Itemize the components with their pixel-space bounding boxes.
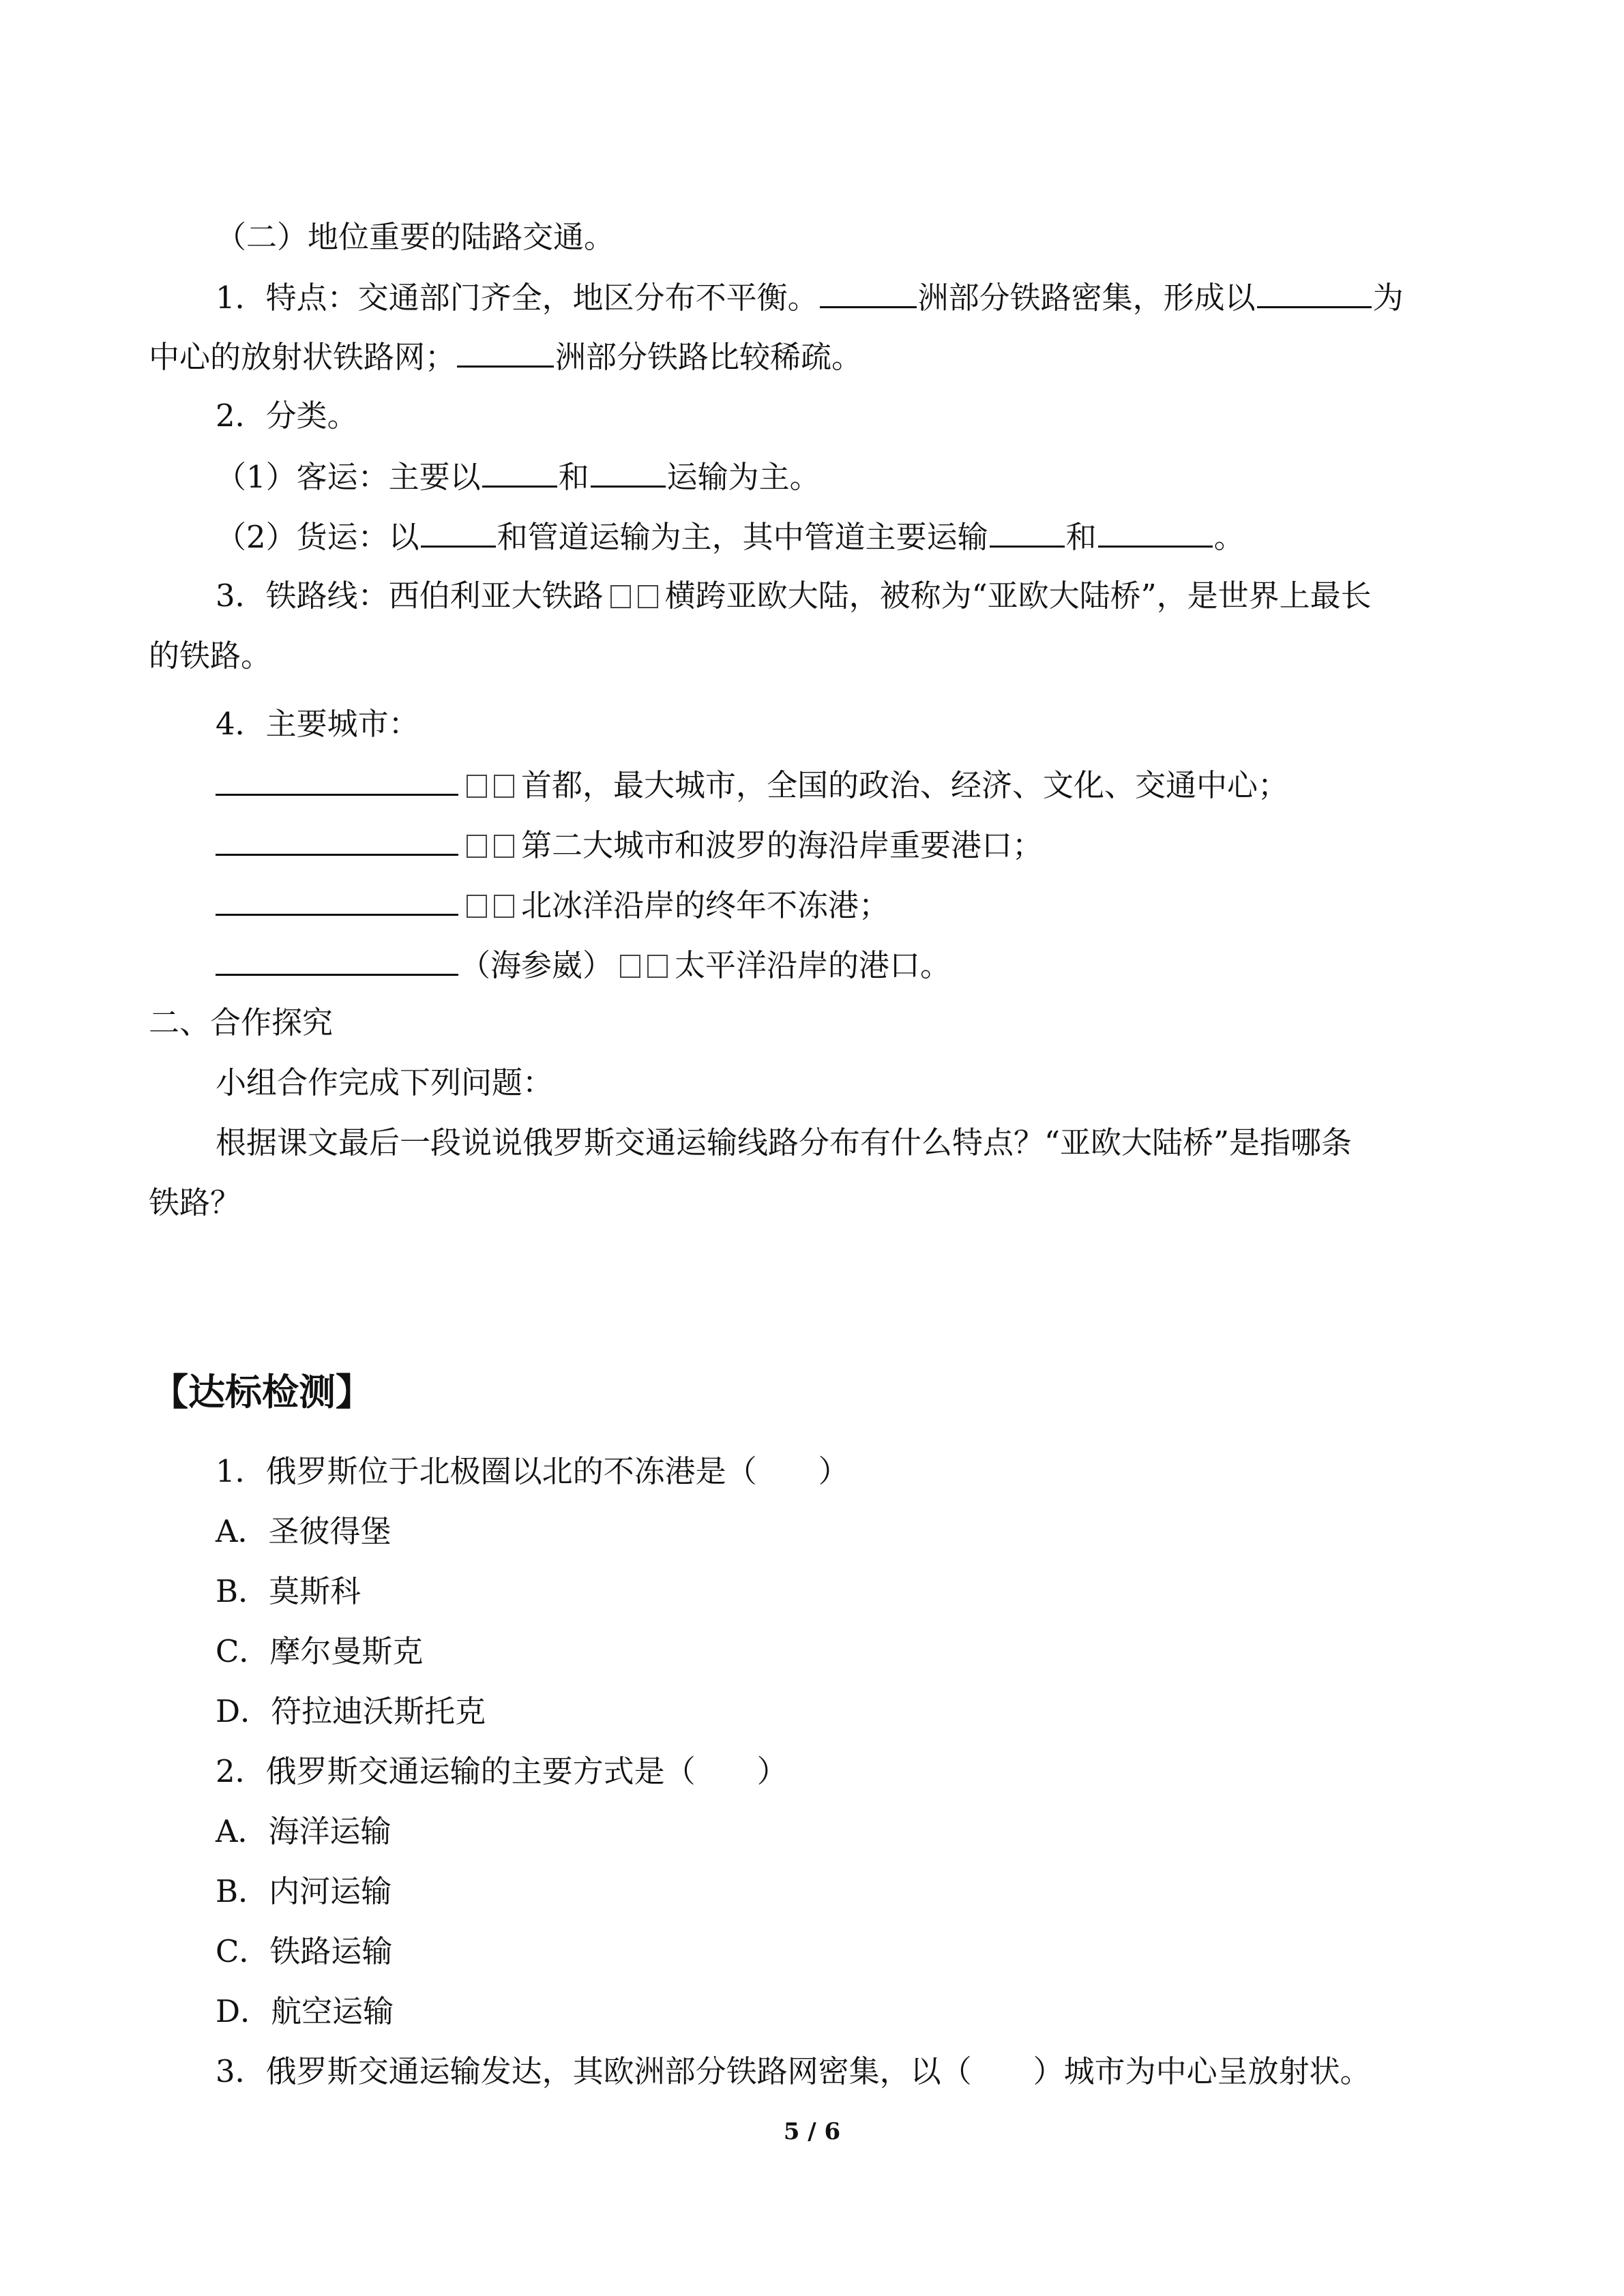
placeholder-box-icon xyxy=(467,895,487,918)
q1-option: C．摩尔曼斯克 xyxy=(216,1633,424,1669)
blank-4 xyxy=(482,456,557,488)
coop-question-cont: 铁路？ xyxy=(149,1184,241,1221)
item-4-text: 主要城市： xyxy=(265,706,419,742)
q1-stem: 1．俄罗斯位于北极圈以北的不冻港是（ ） xyxy=(216,1453,849,1489)
q1-option: A．圣彼得堡 xyxy=(216,1513,392,1549)
page-number: 5 / 6 xyxy=(783,2118,841,2145)
city-desc: 首都，最大城市，全国的政治、经济、文化、交通中心； xyxy=(521,767,1289,803)
freight-end: 。 xyxy=(1213,519,1245,555)
q1-option: D．符拉迪沃斯托克 xyxy=(216,1693,486,1729)
item-1-lead: 特点：交通部门齐全，地区分布不平衡。 xyxy=(265,280,818,316)
placeholder-box-icon xyxy=(494,775,514,798)
q1-option: B．莫斯科 xyxy=(216,1573,361,1609)
item-4-num: 4． xyxy=(216,706,266,742)
freight-mid: 和管道运输为主，其中管道主要运输 xyxy=(497,519,988,555)
blank-1 xyxy=(820,276,917,308)
item-4 xyxy=(216,704,419,745)
blank-5 xyxy=(591,456,666,488)
city-row xyxy=(216,884,889,926)
item-2-freight xyxy=(216,516,1245,558)
city-desc: 第二大城市和波罗的海沿岸重要港口； xyxy=(521,827,1044,863)
q2-option: C．铁路运输 xyxy=(216,1933,393,1969)
section-title: （二）地位重要的陆路交通。 xyxy=(216,219,615,255)
item-1-num: 1． xyxy=(216,280,266,316)
city-blank xyxy=(216,944,458,976)
passenger-and: 和 xyxy=(558,459,589,495)
item-3-lead: 铁路线：西伯利亚大铁路 xyxy=(265,578,604,614)
q2-option: D．航空运输 xyxy=(216,1993,394,2029)
coop-title: 二、合作探究 xyxy=(149,1004,334,1041)
item-2 xyxy=(216,396,358,436)
city-blank xyxy=(216,884,458,916)
freight-and: 和 xyxy=(1065,519,1097,555)
city-desc: 太平洋沿岸的港口。 xyxy=(675,947,951,983)
item-3-line-2: 的铁路。 xyxy=(149,638,272,674)
placeholder-box-icon xyxy=(620,955,640,978)
placeholder-box-icon xyxy=(494,895,514,918)
blank-7 xyxy=(990,516,1065,548)
item-1-text-2: 为 xyxy=(1372,280,1404,316)
city-blank xyxy=(216,824,458,856)
q2-stem: 2．俄罗斯交通运输的主要方式是（ ） xyxy=(216,1753,788,1789)
item-1-text-4: 洲部分铁路比较稀疏。 xyxy=(555,339,863,375)
placeholder-box-icon xyxy=(638,585,658,608)
q2-option: A．海洋运输 xyxy=(216,1813,392,1849)
passenger-tail: 运输为主。 xyxy=(666,459,821,495)
item-1-line-2 xyxy=(149,336,862,378)
placeholder-box-icon xyxy=(467,775,487,798)
placeholder-box-icon xyxy=(467,835,487,858)
placeholder-box-icon xyxy=(610,585,631,608)
city-blank xyxy=(216,764,458,796)
item-1-text-3: 中心的放射状铁路网； xyxy=(149,339,456,375)
item-3-line-1 xyxy=(216,576,1372,616)
city-row xyxy=(216,824,1043,866)
city-desc: 北冰洋沿岸的终年不冻港； xyxy=(521,887,890,923)
coop-question: 根据课文最后一段说说俄罗斯交通运输线路分布有什么特点？“亚欧大陆桥”是指哪条 xyxy=(216,1124,1353,1161)
coop-intro: 小组合作完成下列问题： xyxy=(216,1064,554,1101)
blank-6 xyxy=(421,516,496,548)
q3-stem: 3．俄罗斯交通运输发达，其欧洲部分铁路网密集，以（ ）城市为中心呈放射状。 xyxy=(216,2053,1371,2089)
item-3-num: 3． xyxy=(216,578,266,614)
placeholder-box-icon xyxy=(494,835,514,858)
blank-8 xyxy=(1098,516,1213,548)
q2-option: B．内河运输 xyxy=(216,1873,392,1909)
item-2-num: 2． xyxy=(216,398,266,434)
city-row xyxy=(216,944,951,986)
city-row xyxy=(216,764,1288,806)
item-2-passenger xyxy=(216,456,821,498)
item-1-text-1: 洲部分铁路密集，形成以 xyxy=(917,280,1256,316)
blank-2 xyxy=(1257,276,1372,308)
blank-3 xyxy=(457,336,554,368)
city-note: （海参崴） xyxy=(460,947,614,983)
freight-text: （2）货运：以 xyxy=(216,519,419,555)
item-2-text: 分类。 xyxy=(265,398,358,434)
item-3-tail: 横跨亚欧大陆，被称为“亚欧大陆桥”，是世界上最长 xyxy=(664,578,1372,614)
passenger-text: （1）客运：主要以 xyxy=(216,459,481,495)
test-heading: 【达标检测】 xyxy=(151,1371,372,1414)
item-1-line-1 xyxy=(216,276,1404,318)
placeholder-box-icon xyxy=(647,955,668,978)
